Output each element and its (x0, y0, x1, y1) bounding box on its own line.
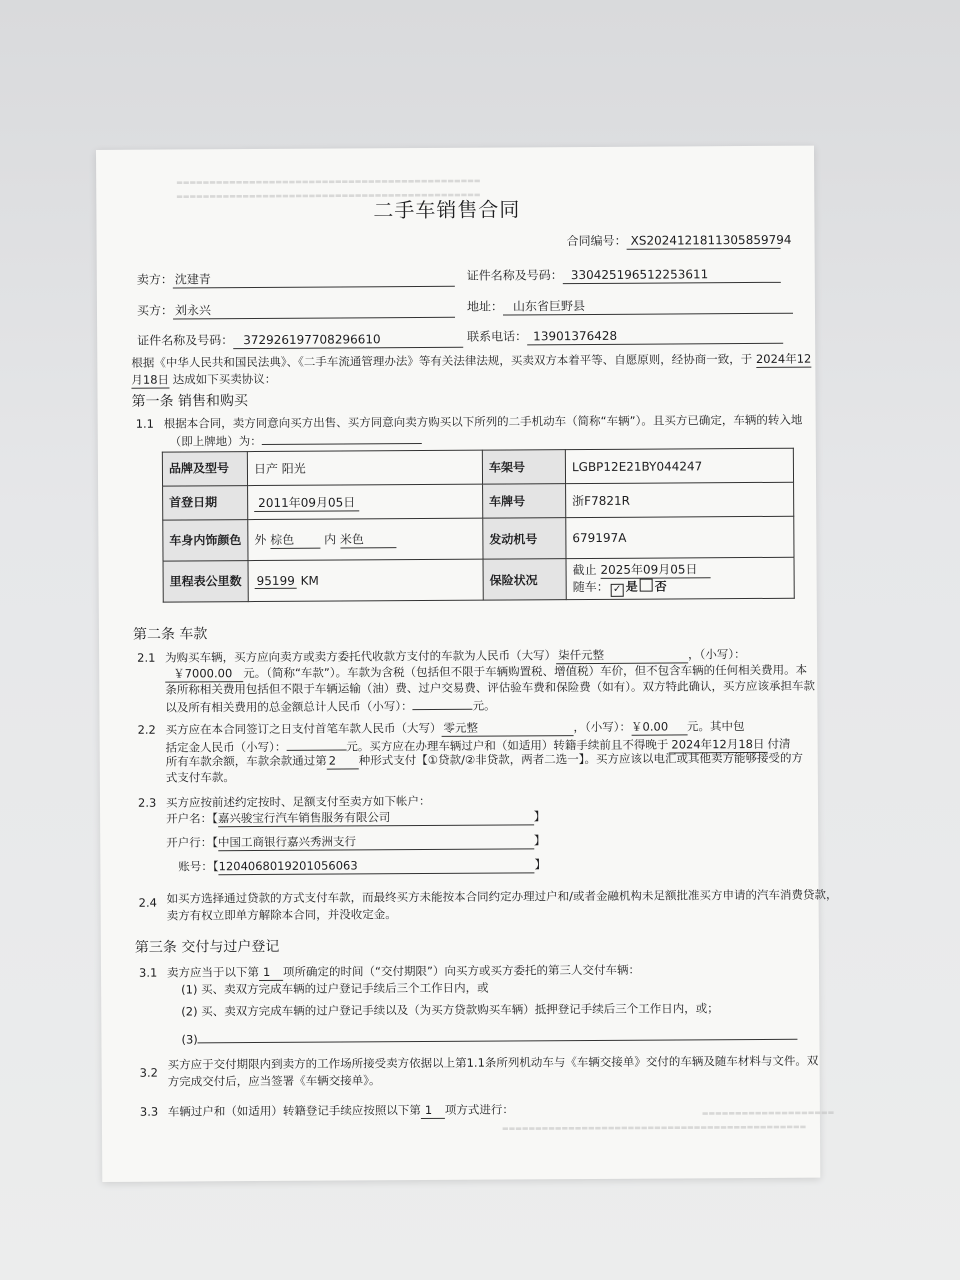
contract-page (96, 146, 838, 1182)
plate-label: 车牌号 (483, 484, 566, 519)
buyer-label: 买方： (136, 303, 174, 318)
phone-label: 联系电话： (467, 329, 528, 344)
table-row (162, 448, 793, 486)
clause-text: ，（小写）： (688, 647, 746, 662)
clause-3-1-option-2: (2) 买、卖双方完成车辆的过户登记手续以及（为买方贷款购买车辆）抵押登记手续后三个工作日内，或； (181, 1001, 719, 1019)
brand-value: 日产 阳光 (247, 450, 482, 485)
clause-text: 项方式进行： (444, 1102, 514, 1117)
bracket: 【 (212, 835, 219, 850)
exterior-color: 棕色 (270, 531, 320, 549)
bank-name: 中国工商银行嘉兴秀洲支行 (218, 832, 534, 851)
clause-2-2-no: 2.2 (137, 722, 156, 737)
reg-date-cell (248, 484, 483, 519)
clause-text: 括定金人民币（小写）： (165, 739, 287, 755)
color-cell (248, 518, 483, 560)
buyer-id-row (137, 331, 463, 350)
clause-3-1-option-3 (181, 1026, 797, 1048)
option-3-blank (198, 1026, 798, 1044)
yes-label: 是 (625, 579, 638, 594)
clause-3-1-option-1: (1) 买、卖双方完成车辆的过户登记手续后三个工作日内，或 (181, 980, 489, 997)
clause-2-4-line-b: 卖方有权立即单方解除本合同，并没收定金。 (166, 907, 397, 923)
vin-label: 车架号 (482, 450, 565, 485)
bracket: 【 (212, 859, 219, 874)
clause-2-3-no: 2.3 (137, 795, 157, 810)
clause-text: 付清 (767, 736, 791, 751)
yes-checkbox[interactable]: ✓ (611, 583, 624, 596)
insurance-with-label: 随车： (572, 579, 609, 594)
payment-option: 2 (327, 752, 359, 769)
bracket: 【 (212, 811, 218, 826)
transfer-option: 1 (421, 1102, 445, 1119)
clause-3-3-no: 3.3 (139, 1104, 159, 1119)
buyer-id-label: 证件名称及号码： (137, 333, 234, 348)
price-lowercase: ￥7000.00 (165, 665, 243, 682)
reg-date-value: 2011年09月05日 (254, 493, 359, 512)
clause-text: 为购买车辆，买方应向卖方或卖方委托代收款方支付的车款为人民币（大写） (165, 648, 557, 665)
address-row (467, 297, 793, 316)
buyer-name: 刘永兴 (173, 301, 455, 320)
table-row (163, 482, 794, 520)
mileage-unit: KM (300, 573, 319, 588)
insurance-until-label: 截止 (572, 562, 597, 577)
first-payment-lowercase: ￥0.00 (631, 718, 687, 735)
bank-row (166, 832, 545, 851)
total-amount (413, 696, 473, 710)
clause-3-1-no: 3.1 (138, 965, 158, 980)
seller-label: 卖方： (136, 272, 173, 287)
bleed-through-text: ▬▬▬▬▬▬▬▬▬▬▬▬▬▬▬▬▬▬▬▬▬▬▬▬▬▬▬▬▬▬▬▬▬▬▬▬▬▬▬▬▬▬▬▬▬▬ (176, 190, 481, 201)
clause-text: (3) (181, 1032, 198, 1047)
seller-id-label: 证件名称及号码： (466, 268, 563, 283)
clause-1-1-text-b (170, 430, 422, 450)
document-title: 二手车销售合同 (373, 197, 521, 223)
bracket: 】 (533, 833, 546, 848)
article-3-title: 第三条 交付与过户登记 (134, 938, 280, 956)
insurance-until-row (573, 560, 788, 578)
intro-line-1 (131, 351, 811, 372)
clause-1-1-no: 1.1 (135, 416, 155, 431)
clause-text: 买方应在本合同签订之日支付首笔车款人民币（大写） (165, 720, 442, 737)
insurance-until: 2025年09月05日 (600, 561, 710, 579)
deposit-amount (286, 736, 346, 750)
account-name-row (166, 808, 545, 827)
buyer-id: 372926197708296610 (233, 331, 463, 349)
clause-3-2-no: 3.2 (139, 1065, 158, 1080)
bank-label: 开户行： (166, 835, 213, 850)
intro-date-b: 月18日 (131, 372, 170, 387)
clause-text: 元。其中包 (686, 719, 745, 734)
clause-text: 元。 (472, 698, 496, 713)
vehicle-info-table (162, 448, 795, 603)
clause-3-2-line-a: 买方应于交付期限内到卖方的工作场所接受卖方依据以上第1.1条所列机动车与《车辆交接单》交付的车辆及随车材料与文件。双 (167, 1053, 819, 1072)
seller-row (137, 270, 455, 289)
mileage-cell (248, 559, 483, 601)
contract-number-label: 合同编号： (566, 233, 627, 249)
clause-2-4-no: 2.4 (138, 895, 157, 910)
engine-value: 679197A (566, 516, 794, 558)
clause-text: 卖方应当于以下第 (166, 965, 260, 980)
intro-text: 根据《中华人民共和国民法典》、《二手车流通管理办法》等有关法律法规，买卖双方本着平等、自愿原则，经协商一致，于 (131, 351, 753, 370)
account-name: 嘉兴骏宝行汽车销售服务有限公司 (218, 808, 534, 827)
reg-date-label: 首登日期 (163, 486, 248, 521)
first-payment-uppercase: 零元整 (441, 719, 573, 737)
address-label: 地址： (466, 299, 504, 314)
insurance-with-row (573, 577, 788, 596)
insurance-cell (566, 557, 794, 599)
bleed-through-text: ▬▬▬▬▬▬▬▬▬▬▬▬▬▬▬▬▬▬▬▬▬▬▬▬▬▬▬▬▬▬▬▬▬▬▬▬▬▬▬▬▬▬▬▬▬▬ (501, 1122, 807, 1133)
engine-label: 发动机号 (483, 518, 566, 560)
price-uppercase: 柒仟元整 (556, 646, 688, 664)
account-no-label: 账号： (178, 859, 213, 874)
interior-label: 内 (324, 532, 337, 547)
clause-2-1-no: 2.1 (137, 650, 156, 665)
intro-date-a: 2024年12 (755, 351, 812, 366)
interior-color: 米色 (340, 530, 396, 548)
clause-text: 以及所有相关费用的总金额总计人民币（小写）： (165, 699, 413, 715)
clause-2-2-line-c (166, 750, 803, 771)
clause-text: ，（小写）： (573, 719, 632, 735)
transfer-place (262, 430, 422, 445)
clause-text: 元。（简称“车款”）。车款为含税（包括但不限于车辆购置税、增值税）车价，但不包含车辆的任何相关费用。本 (243, 662, 808, 681)
intro-text-2: 达成如下买卖协议： (172, 371, 277, 387)
seller-id-row (467, 266, 781, 285)
account-no: 1204068019201056063 (219, 856, 535, 875)
contract-number-row (566, 232, 792, 250)
brand-label: 品牌及型号 (162, 452, 247, 487)
payment-deadline: 2024年12月18日 (668, 736, 767, 754)
no-label: 否 (654, 579, 667, 594)
phone-row (467, 327, 783, 346)
buyer-row (137, 301, 455, 320)
no-checkbox[interactable] (640, 578, 653, 591)
table-row (163, 516, 794, 561)
seller-name: 沈建青 (173, 270, 455, 289)
bracket: 】 (534, 857, 547, 872)
intro-line-2 (131, 371, 276, 389)
phone: 13901376428 (527, 327, 783, 346)
clause-2-1-line-c: 条所称相关费用包括但不限于车辆运输（油）费、过户交易费、评估验车费和保险费（如有）。双方特此确认，买方应该承担车款 (165, 678, 816, 697)
bleed-through-text: ▬▬▬▬▬▬▬▬▬▬▬▬▬▬▬▬▬▬▬▬ (701, 1108, 835, 1118)
clause-1-1-text-a: 根据本合同，卖方同意向买方出售、买方同意向卖方购买以下所列的二手机动车（简称“车辆”）。且买方已确定，车辆的转入地 (163, 412, 803, 431)
clause-text: 项所确定的时间（“交付期限”）向买方或买方委托的第三人交付车辆： (282, 962, 640, 979)
clause-3-1-line-a (167, 962, 640, 982)
delivery-option: 1 (259, 964, 283, 981)
exterior-label: 外 (254, 532, 267, 548)
insurance-label: 保险状况 (483, 559, 566, 601)
clause-text: 元。买方应在办理车辆过户和（如适用）转籍手续前且不得晚于 (346, 737, 669, 754)
clause-3-2-line-b: 方完成交付后，应当签署《车辆交接单》。 (167, 1073, 381, 1089)
vin-value: LGBP12E21BY044247 (565, 448, 793, 483)
clause-text: 所有车款余额，车款余款通过第 (165, 753, 327, 769)
bracket: 】 (533, 809, 546, 824)
clause-2-2-line-d: 式支付车款。 (165, 770, 235, 785)
clause-text: 车辆过户和（如适用）转籍登记手续应按照以下第 (167, 1103, 421, 1119)
article-1-title: 第一条 销售和购买 (131, 393, 249, 410)
article-2-title: 第二条 车款 (132, 626, 208, 643)
table-row (163, 557, 794, 602)
address: 山东省巨野县 (503, 297, 793, 316)
mileage-value: 95199 (255, 573, 297, 588)
clause-2-1-line-d (165, 696, 495, 716)
account-name-label: 开户名： (166, 811, 213, 826)
color-label: 车身内饰颜色 (163, 520, 248, 562)
contract-number: XS2024121811305859794 (627, 232, 781, 250)
account-no-row (166, 856, 546, 875)
clause-text: 种形式支付【①贷款/②非贷款，两者二选一】。买方应该以电汇或其他卖方能够接受的方 (358, 750, 804, 768)
transfer-place-label: （即上牌地）为： (169, 433, 262, 449)
clause-3-3-text (168, 1101, 514, 1120)
clause-2-4-line-a: 如买方选择通过贷款的方式支付车款，而最终买方未能按本合同约定办理过户和/或者金融机构未足额批准买方申请的汽车消费贷款， (166, 887, 838, 906)
mileage-label: 里程表公里数 (163, 561, 248, 603)
plate-value: 浙F7821R (566, 482, 794, 517)
bleed-through-text: ▬▬▬▬▬▬▬▬▬▬▬▬▬▬▬▬▬▬▬▬▬▬▬▬▬▬▬▬▬▬▬▬▬▬▬▬▬▬▬▬▬▬▬▬▬▬ (176, 176, 481, 187)
clause-2-3-text: 买方应按前述约定按时、足额支付至卖方如下帐户： (165, 793, 431, 810)
seller-id: 330425196512253611 (563, 266, 781, 284)
